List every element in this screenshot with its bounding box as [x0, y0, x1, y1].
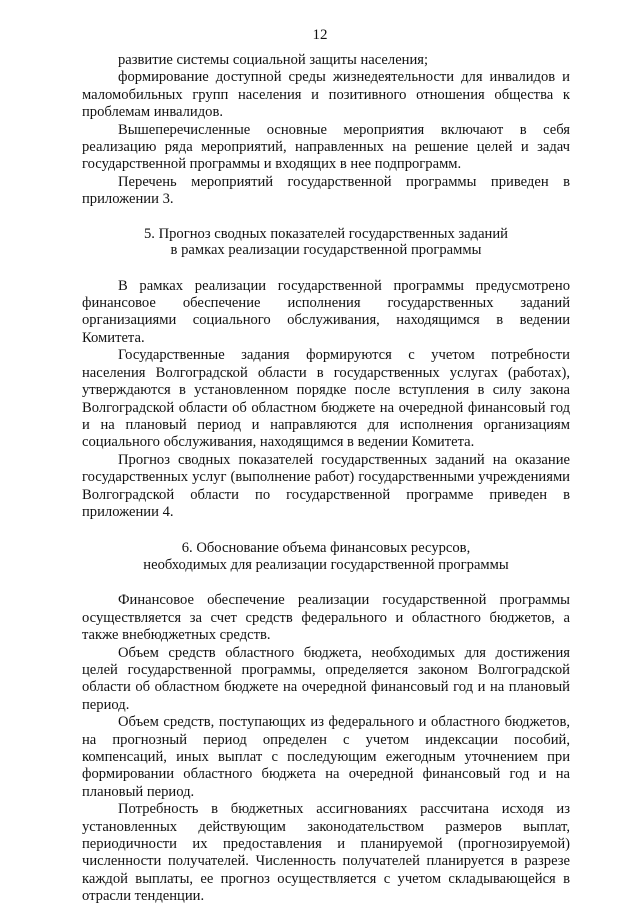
document-body: [82, 52, 570, 906]
paragraph: Прогноз сводных показателей государственных заданий на оказание государственных услуг (выполнение работ) государственными учреждениями Волгоградской области по государственной программе приведен в приложении 4.: [82, 451, 570, 520]
section-heading-line: 6. Обоснование объема финансовых ресурсов,: [181, 540, 471, 557]
paragraph: Объем средств, поступающих из федерального и областного бюджетов, на прогнозный период определен с учетом индексации пособий, компенсаций, иных выплат с последующим ежегодным уточнением при формировании областного бюджета на очередной финансовый год и на плановый период.: [82, 714, 570, 800]
paragraph: формирование доступной среды жизнедеятельности для инвалидов и маломобильных групп населения и позитивного отношения общества к проблемам инвалидов.: [82, 69, 570, 121]
section-heading-line: 5. Прогноз сводных показателей государственных заданий: [144, 225, 508, 242]
paragraph: Объем средств областного бюджета, необходимых для достижения целей государственной программы, определяется законом Волгоградской области об областном бюджете на очередной финансовый год и на плановый период.: [82, 644, 570, 713]
paragraph: В рамках реализации государственной программы предусмотрено финансовое обеспечение исполнения государственных заданий организациями социального обслуживания, находящимся в ведении Комитета.: [82, 277, 570, 346]
paragraph: Государственные задания формируются с учетом потребности населения Волгоградской области в государственных услугах (работах), утверждаются в установленном порядке после вступления в силу закона Волгоградской области об областном бюджете на очередной финансовый год и на плановый период и направляются для исполнения организациям социального обслуживания, находящимся в ведении Комитета.: [82, 347, 570, 451]
paragraph: Вышеперечисленные основные мероприятия включают в себя реализацию ряда мероприятий, направленных на решение целей и задач государственной программы и входящих в нее подпрограмм.: [82, 121, 570, 173]
section-heading-5: [82, 226, 570, 259]
page-number: 12: [312, 27, 328, 43]
paragraph: Финансовое обеспечение реализации государственной программы осуществляется за счет средств федерального и областного бюджетов, а также внебюджетных средств.: [82, 592, 570, 644]
section-heading-line: в рамках реализации государственной программы: [170, 242, 482, 259]
paragraph: Потребность в бюджетных ассигнованиях рассчитана исходя из установленных действующим законодательством размеров выплат, периодичности их предоставления и планируемой (прогнозируемой) численности получателей. Численность получателей планируется в разрезе каждой выплаты, ее прогноз осуществляется с учетом складывающейся в отрасли тенденции.: [82, 801, 570, 905]
section-heading-line: необходимых для реализации государственной программы: [143, 556, 509, 573]
section-heading-6: [82, 540, 570, 573]
paragraph: Перечень мероприятий государственной программы приведен в приложении 3.: [82, 173, 570, 208]
paragraph: развитие системы социальной защиты населения;: [118, 52, 429, 68]
